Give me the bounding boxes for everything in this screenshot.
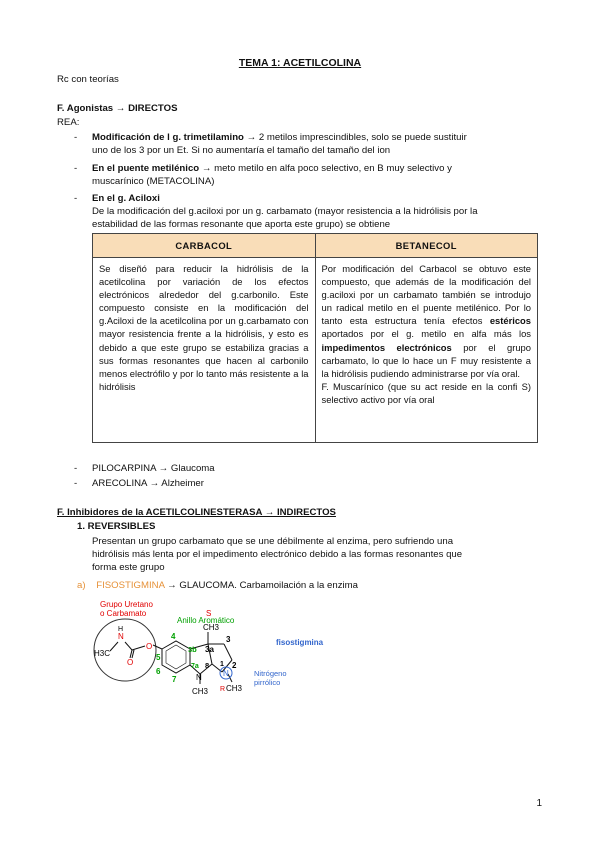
atom-n2: N <box>223 669 229 678</box>
agonist-item-3-line3: estabilidad de las formas resonante que aporta este grupo) se obtiene <box>92 219 391 231</box>
physostigmine-structure <box>92 594 352 698</box>
betanecol-bold-2: impedimentos electrónicos <box>321 341 452 353</box>
agonist-item-1-text: → 2 metilos imprescindibles, solo se puede sustituir <box>243 132 467 143</box>
num-1: 1 <box>220 661 224 668</box>
atom-ch3-right: CH3 <box>226 684 243 693</box>
agonist-item-3-bold: En el g. Aciloxi <box>92 193 160 204</box>
bullet-dash: - <box>74 193 78 204</box>
atom-nh: N <box>118 632 124 641</box>
agonist-item-1-bold: Modificación de l g. trimetilamino <box>92 132 244 143</box>
atom-n1: N <box>196 673 202 682</box>
num-2: 2 <box>232 661 237 670</box>
item-a-text: → GLAUCOMA. Carbamoilación a la enzima <box>164 580 358 591</box>
subtitle: Rc con teorías <box>57 74 119 85</box>
num-7: 7 <box>172 675 177 684</box>
inhibitors-heading: F. Inhibidores de la ACETILCOLINESTERASA → INDIRECTOS <box>57 507 336 518</box>
betanecol-text-1: Por modificación del Carbacol se obtuvo este compuesto, que además de la modificación del g.aciloxi por un carbamato también se introdujo un radical metilo en el puente metilénico. Por lo tanto esta estructura tenía efectos <box>321 263 531 327</box>
num-8: 8 <box>205 661 210 670</box>
table-header-betanecol: BETANECOL <box>315 234 538 258</box>
rea-label: REA: <box>57 117 80 128</box>
atom-h3c: H3C <box>94 649 111 658</box>
atom-h: H <box>118 626 124 633</box>
reversibles-heading: 1. REVERSIBLES <box>77 521 156 532</box>
label-nitrogen-1: Nitrógeno <box>254 669 287 678</box>
desc-line-2: hidrólisis más lenta por el impedimento electrónico debido a las formas resonantes que <box>92 549 463 561</box>
betanecol-bold-1: estéricos <box>489 315 531 327</box>
num-3b: 3b <box>188 645 197 654</box>
atom-ch3-top: CH3 <box>203 623 220 632</box>
bullet-dash: - <box>74 163 78 174</box>
carbamate-bonds <box>110 642 162 658</box>
agonist-item-1 <box>92 131 540 157</box>
agonist-item-3-line2: De la modificación del g.aciloxi por un g. carbamato (mayor resistencia a la hidrólisis por la <box>92 206 478 218</box>
num-4: 4 <box>171 632 176 641</box>
atom-ch3-bottom: CH3 <box>192 687 209 696</box>
betanecol-text-4: F. Muscarínico (que su act reside en la confi S) selectivo activo por vía oral <box>321 380 531 405</box>
label-urethane-2: o Carbamato <box>100 609 147 618</box>
agonist-item-2-text: → meto metilo en alfa poco selectivo, en B muy selectivo y <box>199 163 452 174</box>
label-urethane-1: Grupo Uretano <box>100 600 153 609</box>
extra-item-arecolina: ARECOLINA → Alzheimer <box>92 478 204 489</box>
betanecol-text-3: por el grupo carbamato, lo que lo hace un F muy resistente a la hidrólisis pudiendo administrarse por vía oral. <box>321 341 531 379</box>
num-7a: 7a <box>191 663 199 670</box>
desc-line-3: forma este grupo <box>92 562 165 574</box>
page-title: TEMA 1: ACETILCOLINA <box>238 57 362 69</box>
agonists-heading: F. Agonistas → DIRECTOS <box>57 103 178 114</box>
label-nitrogen-2: pirrólico <box>254 678 281 687</box>
agonist-item-2 <box>92 162 540 188</box>
num-3: 3 <box>226 635 231 644</box>
label-aromatic: Anillo Aromático <box>177 616 235 625</box>
table-cell-carbacol: Se diseñó para reducir la hidrólisis de la acetilcolina por variación de los efectos electrónicos alrededor del g.carbonilo. Este compuesto consiste en la modificación del g.Aciloxi de la acetilcolina por un g.carbamato con mayor resistencia frente a la hidrólisis, y esto es debido a que este grupo se estabiliza gracias a sus formas resonantes que hacen al carbonilo menos electrófilo y por lo tanto más resistente a la hidrólisis <box>93 258 316 443</box>
atom-o2: O <box>146 642 153 651</box>
comparison-table <box>92 233 538 443</box>
agonist-item-2-line2: muscarínico (METACOLINA) <box>92 176 215 188</box>
stereo-s: S <box>206 609 212 618</box>
betanecol-text-2: aportados por el g. metilo en alfa más los <box>321 328 531 340</box>
desc-line-1: Presentan un grupo carbamato que se une débilmente al enzima, pero sufriendo una <box>92 536 454 547</box>
bullet-dash: - <box>74 478 78 489</box>
bullet-dash: - <box>74 463 78 474</box>
atom-o1: O <box>127 658 134 667</box>
reversibles-description <box>92 535 542 575</box>
num-3a: 3a <box>205 645 214 654</box>
stereo-r: R <box>220 686 226 693</box>
table-cell-betanecol <box>315 258 538 443</box>
extra-item-pilocarpina: PILOCARPINA → Glaucoma <box>92 463 215 474</box>
agonist-item-1-line2: uno de los 3 por un Et. Si no aumentaría el tamaño del tamaño del ion <box>92 145 391 157</box>
num-5: 5 <box>156 653 161 662</box>
agonist-item-3 <box>92 192 542 232</box>
agonist-item-2-bold: En el puente metilénico <box>92 163 200 174</box>
label-fisostigmina: fisostigmina <box>276 638 324 647</box>
num-6: 6 <box>156 667 161 676</box>
item-a <box>77 580 358 591</box>
aromatic-inner-shape <box>166 645 186 669</box>
table-header-carbacol: CARBACOL <box>93 234 316 258</box>
item-a-marker: a) <box>77 580 86 591</box>
page-number: 1 <box>536 798 542 809</box>
item-a-name: FISOSTIGMINA <box>96 580 165 591</box>
bullet-dash: - <box>74 132 78 143</box>
